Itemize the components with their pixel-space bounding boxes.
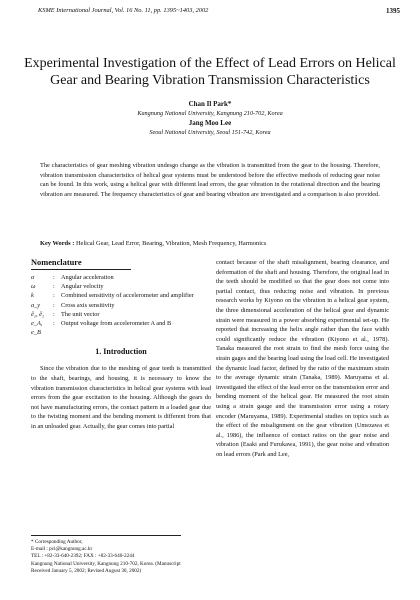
footnote-line: TEL : +82-33-640-2392; FAX : +82-33-640-2244 [31,553,135,560]
running-header [38,7,400,15]
nomenclature-colon: : [53,292,55,300]
footnote-line: E-mail : pci@kangnung.ac.kr [31,546,93,553]
author-affiliation: Seoul National University, Seoul 151-742, Korea [149,128,271,136]
nomenclature-colon: : [53,283,55,291]
author-name: Chan Il Park* [188,100,232,108]
author-block [20,100,400,137]
author-name: Jang Moo Lee [188,118,232,127]
nomenclature-item [31,319,211,337]
keywords-text: Helical Gear, Lead Error, Bearing, Vibration, Mesh Frequency, Harmonics [75,240,267,247]
author-affiliation: Kangnung National University, Kangnung 210-702, Korea [137,110,283,118]
nomenclature-colon: : [53,310,55,318]
keywords [40,240,380,247]
section-heading: 1. Introduction [95,347,147,357]
nomenclature-symbol: a_y [31,301,41,309]
nomenclature-heading: Nomenclature [31,258,131,270]
journal-citation: KSME International Journal, Vol. 16 No. 11, pp. 1395~1403, 2002 [38,7,209,14]
nomenclature-symbol: ω [31,283,36,291]
intro-paragraph: Since the vibration due to the meshing of gear teeth is transmitted to the shaft, bearings, and housing, it is necessary to know the vibration transmission characteristics in helical gear systems with lead errors from the gear excitation to the housing. Although the gears do not have manufacturing errors, the contact pattern in a loaded gear due to the twisting moment and the bending moment is different from that in an unloaded gear. Actually, the gear comes into partial [31,365,211,430]
nomenclature-item [31,273,211,282]
nomenclature-desc: Combined sensitivity of accelerometer and amplifier [61,292,194,300]
nomenclature-desc: Output voltage from accelerometer A and B [61,320,172,328]
nomenclature-desc: Cross axis sensitivity [61,301,115,309]
nomenclature-item [31,291,211,300]
nomenclature-symbol: ê₁, ê₂ [31,310,45,318]
keywords-label: Key Words : [40,240,75,247]
nomenclature-desc: The unit vector [61,310,100,318]
footnote [31,535,181,575]
nomenclature-symbol: α [31,274,35,281]
nomenclature-desc: Angular acceleration [61,274,114,281]
nomenclature-colon: : [53,320,55,328]
footnote-line: Kangnung National University, Kangnung 210-702, Korea. (Manuscript Received January 5, 2002; Revised August 30, 2002) [31,560,181,574]
nomenclature-symbol: k [31,292,34,300]
nomenclature-symbol: e_A, e_B [31,320,43,337]
nomenclature-item [31,310,211,319]
paper-title: Experimental Investigation of the Effect of Lead Errors on Helical Gear and Bearing Vibration Transmission Characteristics [24,56,396,88]
nomenclature-colon: : [53,301,55,309]
left-column [31,258,211,432]
footnote-line: * Corresponding Author, [31,539,83,545]
right-column-text: contact because of the shaft misalignment, bearing clearance, and deformation of the shaft and housing. Therefore, the original lead in the teeth should be modified so that the gear does not come into partial contact, thus reducing noise and vibration. In previous research works by Kiyono on the vibration in a helical gear system, the three dimensional acceleration of the helical gear and dynamic strain were measured in a power absorbing experimental set-up. He reported that increasing the helix angle rather than the face width could significantly reduce the vibration (Kiyono et al., 1978). Tanaka measured the root strain to find the mesh force using the strain gages and the bearing load using the load cell. He investigated the dynamic load factor, defined by the ratio of the maximum strain to the average dynamic strain (Tanaka, 1989). Maruyama et al. investigated the effect of the lead error on the transmission error and bending moment of the helical gear. He measured the root strain using a strain gauge and the transmission error using a rotary encoder (Maruyama, 1989). Experimental studies on topics such as the effect of the misalignment on the gear vibration (Umezawa et al., 1986), the influence of contact ratios on the gear noise and vibration (Esaki and Furukawa, 1991), the gear noise and vibration on lead errors (Park and Lee, [216,259,389,458]
abstract: The characteristics of gear meshing vibration undesgo change as the vibration is transmitted from the gear to the housing. Therefore, vibration transmission characteristics of helical gear systems must be understood before the effective methods of reducing gear noise can be found. In this work, using a helical gear with different lead errors, the gear vibration in the rotational direction and the bearing vibration are measured. The frequency characteristics of gear and bearing vibration are investigated and a comparison is also provided. [40,162,380,199]
nomenclature-item [31,282,211,291]
nomenclature-colon: : [53,274,55,281]
nomenclature-desc: Angular velocity [61,283,104,291]
nomenclature-item [31,301,211,310]
page-number: 1395 [386,7,400,15]
